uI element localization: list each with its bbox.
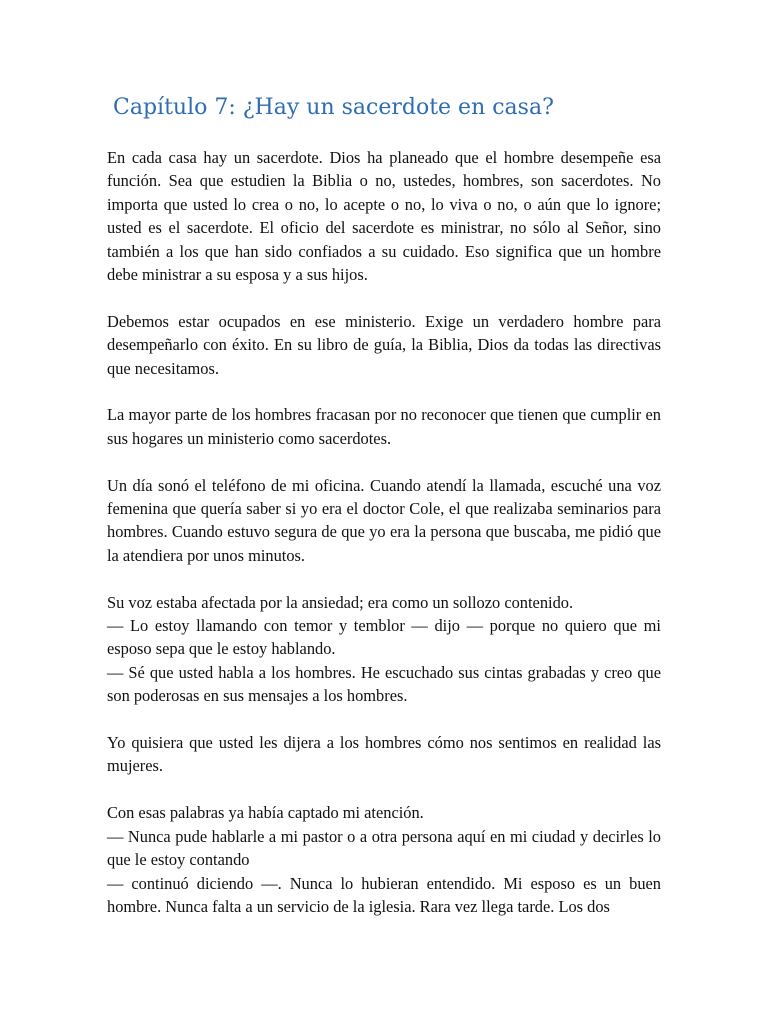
paragraph	[107, 146, 661, 286]
body-text	[107, 146, 661, 918]
paragraph-line: Su voz estaba afectada por la ansiedad; era como un sollozo contenido.	[107, 592, 574, 612]
paragraph	[107, 801, 661, 918]
dialogue-line: — continuó diciendo —. Nunca lo hubieran entendido. Mi esposo es un buen hombre. Nunca falta a un servicio de la iglesia. Rara vez llega tarde. Los dos	[107, 873, 661, 916]
paragraph	[107, 403, 661, 450]
dialogue-line: — Lo estoy llamando con temor y temblor — dijo — porque no quiero que mi esposo sepa que le estoy hablando.	[107, 616, 661, 659]
paragraph	[107, 310, 661, 380]
dialogue-line: — Nunca pude hablarle a mi pastor o a otra persona aquí en mi ciudad y decirles lo que le estoy contando	[107, 826, 661, 870]
chapter-title: Capítulo 7: ¿Hay un sacerdote en casa?	[113, 95, 554, 120]
paragraph	[107, 474, 661, 568]
paragraph-line: Debemos estar ocupados en ese ministerio. Exige un verdadero hombre para desempeñarlo con éxito. En su libro de guía, la Biblia, Dios da todas las directivas que necesitamos.	[107, 311, 661, 378]
paragraph-line: Con esas palabras ya había captado mi atención.	[107, 803, 424, 823]
paragraph-line: Yo quisiera que usted les dijera a los hombres cómo nos sentimos en realidad las mujeres.	[107, 733, 661, 776]
paragraph	[107, 731, 661, 778]
paragraph-line: La mayor parte de los hombres fracasan por no reconocer que tienen que cumplir en sus hogares un ministerio como sacerdotes.	[107, 405, 661, 448]
paragraph-line: Un día sonó el teléfono de mi oficina. Cuando atendí la llamada, escuché una voz femenina que quería saber si yo era el doctor Cole, el que realizaba seminarios para hombres. Cuando estuvo segura de que yo era la persona que buscaba, me pidió que la atendiera por unos minutos.	[107, 475, 661, 565]
dialogue-line: — Sé que usted habla a los hombres. He escuchado sus cintas grabadas y creo que son poderosas en sus mensajes a los hombres.	[107, 662, 661, 706]
paragraph-line: En cada casa hay un sacerdote. Dios ha planeado que el hombre desempeñe esa función. Sea que estudien la Biblia o no, ustedes, hombres, son sacerdotes. No importa que usted lo crea o no, lo acepte o no, lo viva o no, o aún que lo ignore; usted es el sacerdote. El oficio del sacerdote es ministrar, no sólo al Señor, sino también a los que han sido confiados a su cuidado. Eso significa que un hombre debe ministrar a su esposa y a sus hijos.	[107, 148, 661, 285]
paragraph	[107, 591, 661, 708]
